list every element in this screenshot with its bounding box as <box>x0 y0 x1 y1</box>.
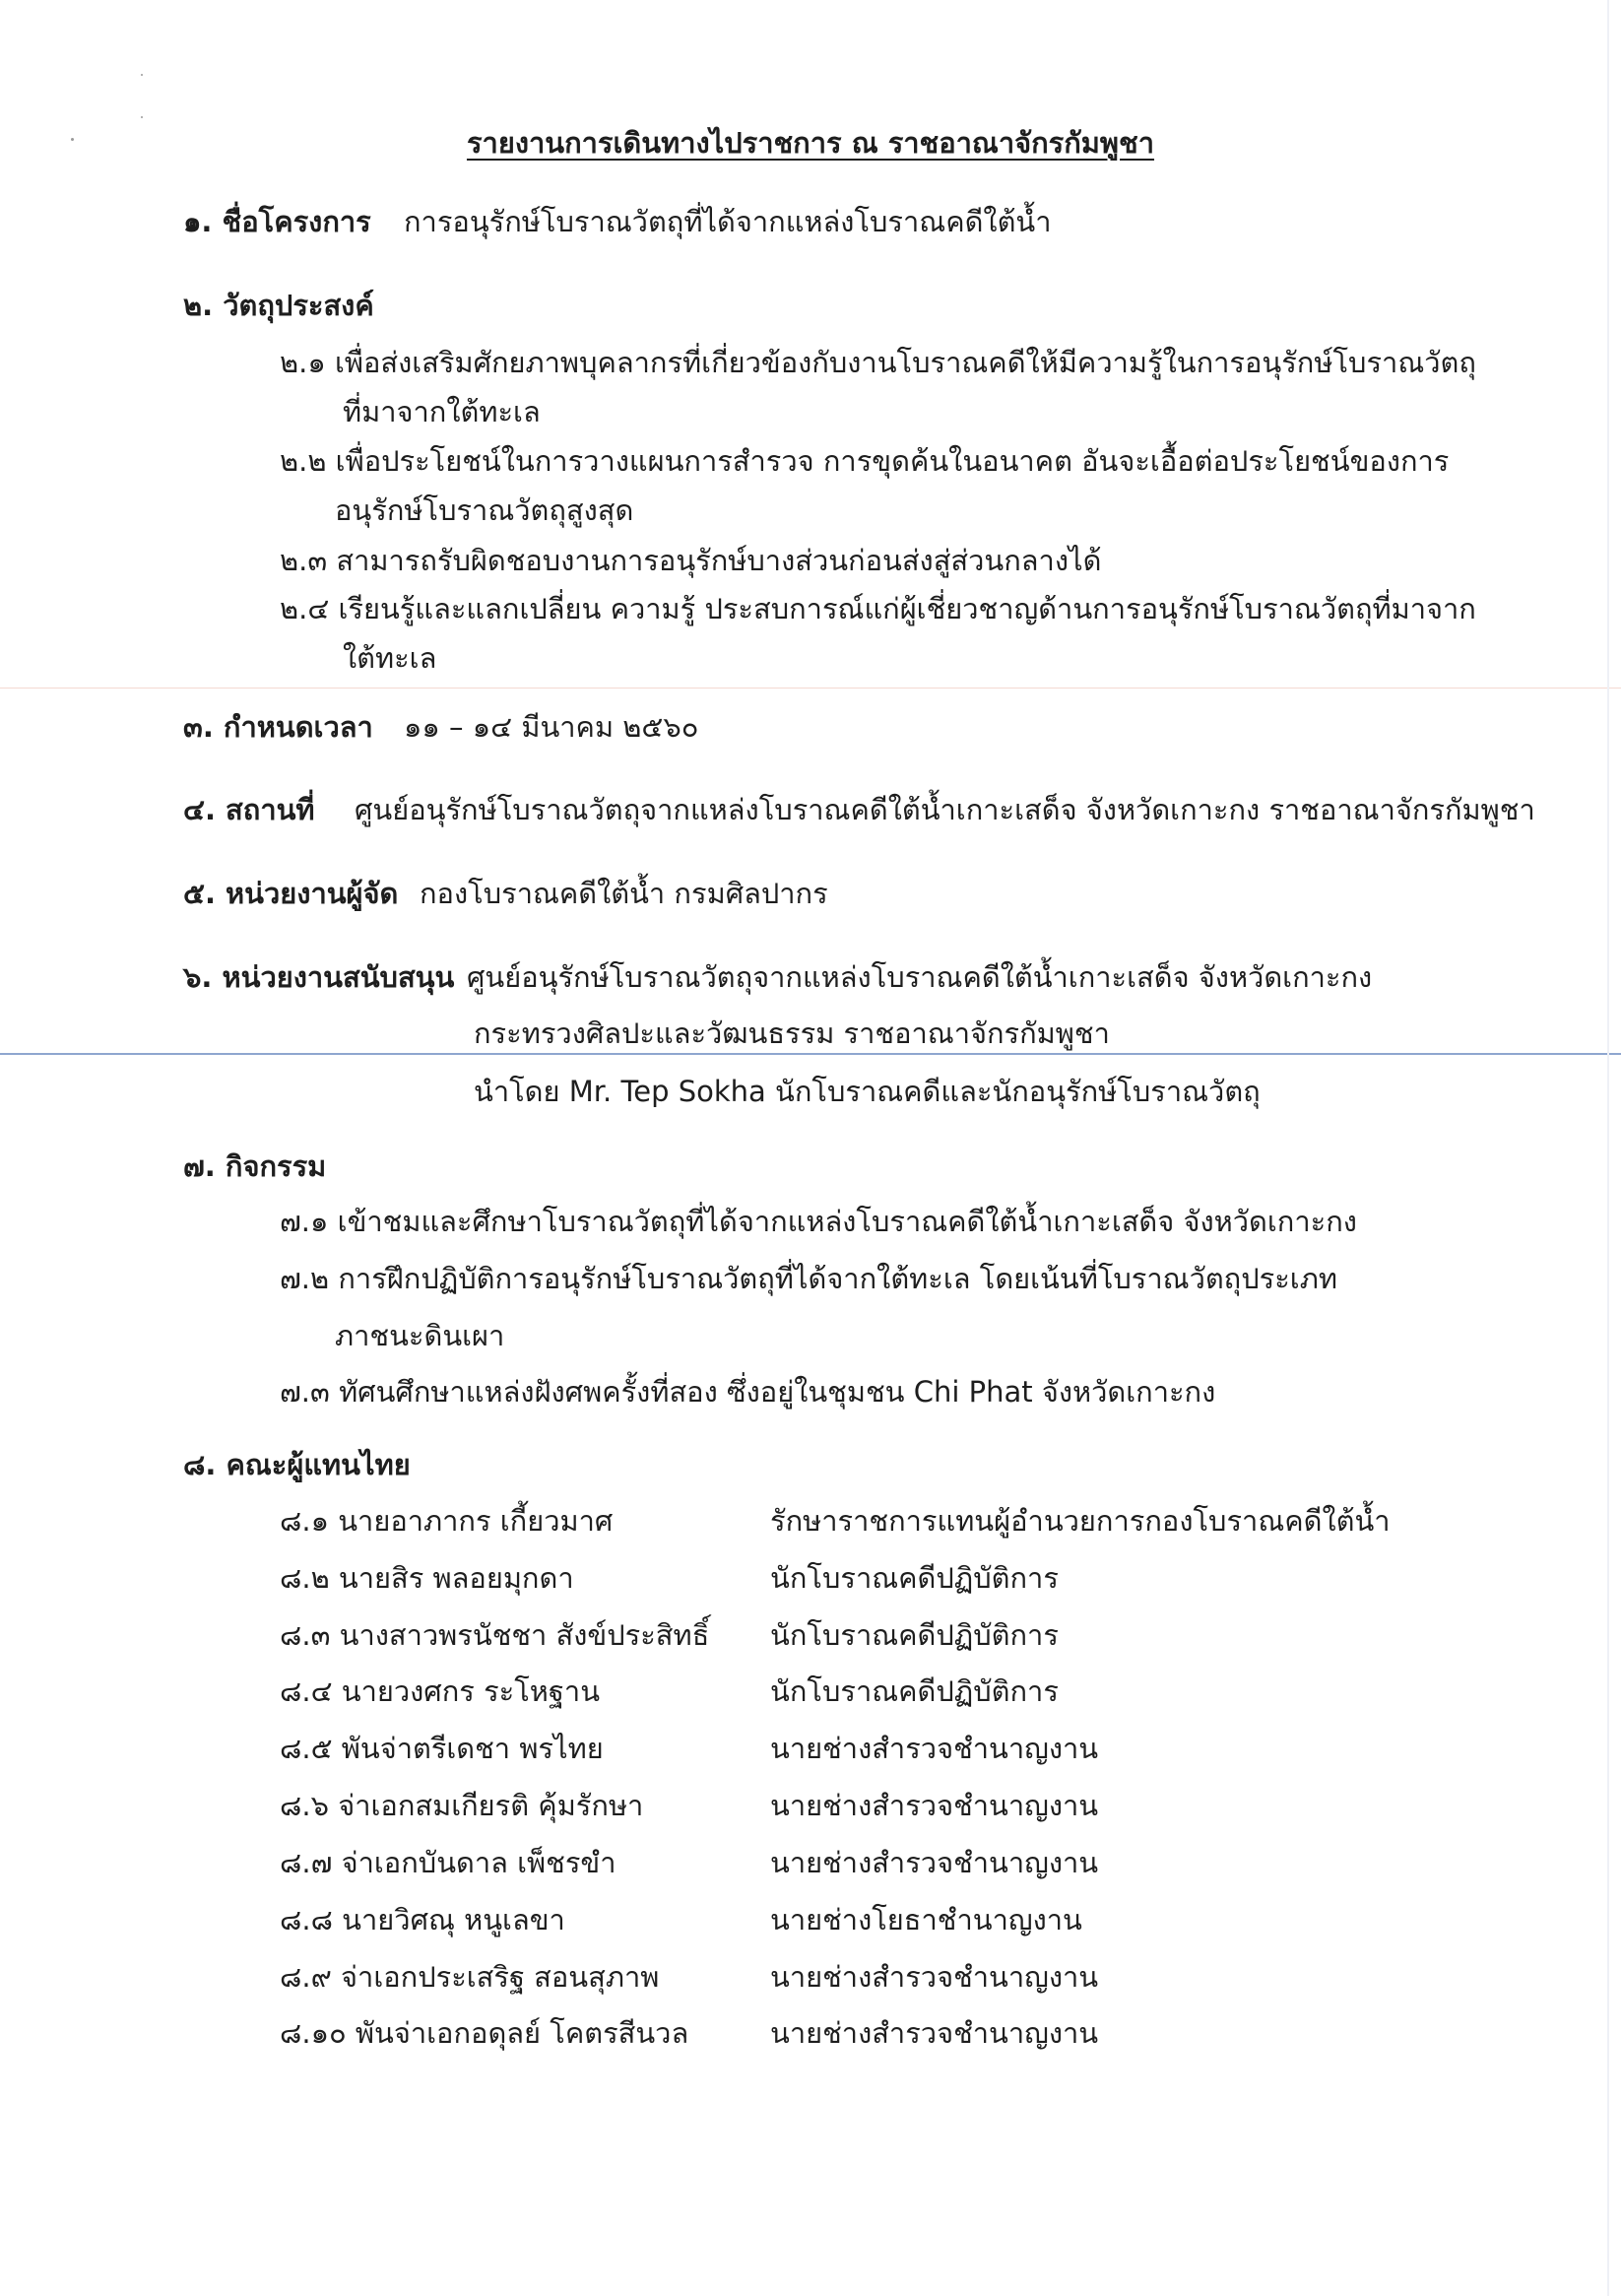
section1-heading: ๑. ชื่อโครงการ <box>183 205 371 238</box>
member-name: ๘.๒ นายสิร พลอยมุกดา <box>280 1561 574 1595</box>
member-position: นายช่างสำรวจชำนาญงาน <box>770 1789 1099 1822</box>
list-item: ๒.๓ สามารถรับผิดชอบงานการอนุรักษ์บางส่วนก่อนส่งสู่ส่วนกลางได้ <box>280 544 1102 577</box>
section5-text: กองโบราณคดีใต้น้ำ กรมศิลปากร <box>420 877 828 910</box>
scan-edge-line <box>1607 0 1609 2296</box>
member-name: ๘.๓ นางสาวพรนัชชา สังข์ประสิทธิ์ <box>280 1618 710 1652</box>
list-item-continuation: ภาชนะดินเผา <box>335 1319 505 1352</box>
section6-line1: ศูนย์อนุรักษ์โบราณวัตถุจากแหล่งโบราณคดีใต้น้ำเกาะเสด็จ จังหวัดเกาะกง <box>467 960 1373 994</box>
list-item-continuation: ที่มาจากใต้ทะเล <box>343 395 541 428</box>
list-item: ๒.๒ เพื่อประโยชน์ในการวางแผนการสำรวจ การขุดค้นในอนาคต อันจะเอื้อต่อประโยชน์ของการ <box>280 444 1450 478</box>
member-position: นายช่างสำรวจชำนาญงาน <box>770 1846 1099 1879</box>
scan-speck <box>141 116 143 118</box>
scan-fold-line <box>0 688 1621 689</box>
list-item: ๗.๑ เข้าชมและศึกษาโบราณวัตถุที่ได้จากแหล่งโบราณคดีใต้น้ำเกาะเสด็จ จังหวัดเกาะกง <box>280 1205 1357 1238</box>
list-item: ๗.๒ การฝึกปฏิบัติการอนุรักษ์โบราณวัตถุที่ได้จากใต้ทะเล โดยเน้นที่โบราณวัตถุประเภท <box>280 1262 1337 1295</box>
section3-text: ๑๑ – ๑๔ มีนาคม ๒๕๖๐ <box>404 710 699 744</box>
section6-line3: นำโดย Mr. Tep Sokha นักโบราณคดีและนักอนุรักษ์โบราณวัตถุ <box>474 1075 1261 1108</box>
member-position: นักโบราณคดีปฏิบัติการ <box>770 1561 1059 1595</box>
member-name: ๘.๘ นายวิศณุ หนูเลขา <box>280 1903 565 1936</box>
member-position: นายช่างโยธาชำนาญงาน <box>770 1903 1082 1936</box>
member-name: ๘.๑ นายอาภากร เกี้ยวมาศ <box>280 1504 614 1538</box>
list-item: ๒.๔ เรียนรู้และแลกเปลี่ยน ความรู้ ประสบการณ์แก่ผู้เชี่ยวชาญด้านการอนุรักษ์โบราณวัตถุที่มาจาก <box>280 592 1476 625</box>
section6-heading: ๖. หน่วยงานสนับสนุน <box>183 960 455 994</box>
scan-fold-line <box>0 1053 1621 1055</box>
member-position: นักโบราณคดีปฏิบัติการ <box>770 1618 1059 1652</box>
section4-heading: ๔. สถานที่ <box>183 793 315 826</box>
list-item-continuation: อนุรักษ์โบราณวัตถุสูงสุด <box>335 493 634 527</box>
member-name: ๘.๖ จ่าเอกสมเกียรติ คุ้มรักษา <box>280 1789 644 1822</box>
list-item: ๗.๓ ทัศนศึกษาแหล่งฝังศพครั้งที่สอง ซึ่งอยู่ในชุมชน Chi Phat จังหวัดเกาะกง <box>280 1375 1216 1409</box>
section2-heading: ๒. วัตถุประสงค์ <box>183 289 374 322</box>
member-name: ๘.๔ นายวงศกร ระโหฐาน <box>280 1674 601 1708</box>
list-item-continuation: ใต้ทะเล <box>343 641 437 675</box>
section1-text: การอนุรักษ์โบราณวัตถุที่ได้จากแหล่งโบราณคดีใต้น้ำ <box>404 205 1052 238</box>
member-name: ๘.๗ จ่าเอกบันดาล เพ็ชรขำ <box>280 1846 616 1879</box>
list-item: ๒.๑ เพื่อส่งเสริมศักยภาพบุคลากรที่เกี่ยวข้องกับงานโบราณคดีให้มีความรู้ในการอนุรักษ์โบราณวัตถุ <box>280 346 1476 379</box>
section5-heading: ๕. หน่วยงานผู้จัด <box>183 877 399 910</box>
member-name: ๘.๑๐ พันจ่าเอกอดุลย์ โคตรสีนวล <box>280 2016 689 2050</box>
member-position: รักษาราชการแทนผู้อำนวยการกองโบราณคดีใต้น้ำ <box>770 1504 1391 1538</box>
scan-speck <box>141 74 143 76</box>
member-position: นายช่างสำรวจชำนาญงาน <box>770 1960 1099 1994</box>
section6-line2: กระทรวงศิลปะและวัฒนธรรม ราชอาณาจักรกัมพูชา <box>474 1017 1110 1050</box>
member-name: ๘.๕ พันจ่าตรีเดชา พรไทย <box>280 1732 604 1765</box>
section3-heading: ๓. กำหนดเวลา <box>183 710 373 744</box>
section7-heading: ๗. กิจกรรม <box>183 1149 327 1183</box>
member-position: นายช่างสำรวจชำนาญงาน <box>770 1732 1099 1765</box>
section4-text: ศูนย์อนุรักษ์โบราณวัตถุจากแหล่งโบราณคดีใต้น้ำเกาะเสด็จ จังหวัดเกาะกง ราชอาณาจักรกัมพูชา <box>355 793 1535 826</box>
document-title: รายงานการเดินทางไปราชการ ณ ราชอาณาจักรกัมพูชา <box>466 126 1155 160</box>
member-position: นักโบราณคดีปฏิบัติการ <box>770 1674 1059 1708</box>
member-name: ๘.๙ จ่าเอกประเสริฐ สอนสุภาพ <box>280 1960 660 1994</box>
member-position: นายช่างสำรวจชำนาญงาน <box>770 2016 1099 2050</box>
section8-heading: ๘. คณะผู้แทนไทย <box>183 1448 411 1481</box>
